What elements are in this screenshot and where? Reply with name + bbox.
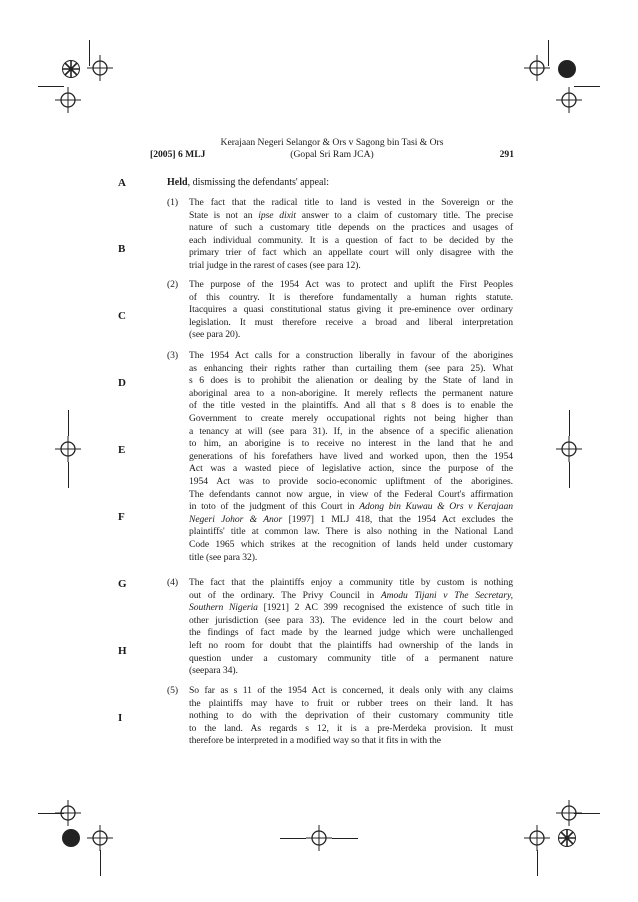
registration-mark-icon — [87, 825, 113, 851]
paragraph-line: to him, an aborigine is to receive no interest in the land that he and — [189, 438, 513, 450]
holding-paragraph — [167, 350, 513, 564]
paragraph-number: (5) — [167, 685, 179, 696]
margin-letter: G — [118, 578, 127, 590]
color-patch-icon — [558, 829, 576, 847]
paragraph-line: legislation. It must therefore receive a broad and liberal interpretation — [189, 316, 513, 328]
paragraph-line: left no room for doubt that the plaintiffs had ownership of the lands in — [189, 639, 513, 651]
paragraph-text — [189, 197, 513, 273]
margin-letter: I — [118, 712, 123, 724]
paragraph-text — [189, 279, 513, 342]
held-text: , dismissing the defendants' appeal: — [187, 177, 330, 188]
registration-mark-icon — [55, 87, 81, 113]
paragraph-line: Government to create merely occupational rights not being higher than — [189, 412, 513, 424]
paragraph-line: (seepara 34). — [189, 665, 238, 677]
page-number: 291 — [499, 149, 514, 160]
paragraph-line: each individual community. It is a question of fact to be decided by the — [189, 234, 513, 246]
paragraph-line: trial judge in the rarest of cases (see para 12). — [189, 259, 361, 271]
margin-letter: E — [118, 444, 126, 456]
paragraph-line: as enhancing their rights rather than curtailing them (see para 25). What — [189, 362, 513, 374]
registration-mark-icon — [524, 825, 550, 851]
paragraph-line: nature of such a customary title depends on the practices and usages of — [189, 222, 513, 234]
color-patch-icon — [62, 829, 80, 847]
paragraph-line: primary trier of fact which an appellate court will only disagree with the — [189, 247, 513, 259]
paragraph-text — [189, 350, 513, 564]
margin-letter: B — [118, 243, 126, 255]
paragraph-line: the plaintiffs may have to fruit or rubber trees on their land. It has — [189, 697, 513, 709]
paragraph-line: plaintiffs' title at common law. There is also nothing in the National Land — [189, 526, 513, 538]
paragraph-line: Negeri Johor & Anor [1997] 1 MLJ 418, that the 1954 Act excludes the — [189, 513, 513, 525]
paragraph-line: to the land. As regards s 12, it is a pre-Merdeka provision. It must — [189, 722, 513, 734]
registration-mark-icon — [556, 436, 582, 462]
crop-mark — [537, 850, 538, 876]
margin-letter: F — [118, 511, 125, 523]
paragraph-line: The fact that the plaintiffs enjoy a community title by custom is nothing — [189, 577, 513, 588]
margin-letter: H — [118, 645, 127, 657]
running-head-case-name: Kerajaan Negeri Selangor & Ors v Sagong bin Tasi & Ors — [220, 137, 444, 148]
margin-letter: D — [118, 377, 126, 389]
paragraph-line: other jurisdiction (see para 33). The evidence led in the court below and — [189, 614, 513, 626]
paragraph-number: (3) — [167, 350, 179, 361]
holding-paragraph — [167, 279, 513, 342]
paragraph-line: nothing to do with the deprivation of their customary community title — [189, 710, 513, 722]
paragraph-line: (see para 20). — [189, 329, 241, 341]
holding-paragraph — [167, 197, 513, 273]
holding-paragraph — [167, 685, 513, 748]
crop-mark — [68, 410, 69, 436]
crop-mark — [100, 850, 101, 876]
color-patch-icon — [558, 60, 576, 78]
paragraph-line: s 6 does is to prohibit the alienation or dealing by the State of land in — [189, 375, 513, 387]
paragraph-number: (1) — [167, 197, 179, 208]
citation: [2005] 6 MLJ — [150, 149, 206, 160]
paragraph-line: in toto of the judgment of this Court in Adong bin Kuwau & Ors v Kerajaan — [189, 501, 513, 513]
paragraph-text — [189, 577, 513, 678]
margin-letter: A — [118, 177, 126, 189]
paragraph-line: Southern Nigeria [1921] 2 AC 399 recognised the existence of such title in — [189, 602, 513, 614]
crop-mark — [332, 838, 358, 839]
registration-mark-icon — [524, 55, 550, 81]
registration-mark-icon — [55, 436, 81, 462]
crop-mark — [569, 410, 570, 436]
registration-mark-icon — [87, 55, 113, 81]
held-label: Held — [167, 177, 188, 188]
running-head-judge: (Gopal Sri Ram JCA) — [290, 149, 374, 160]
paragraph-line: therefore be interpreted in a modified way so that it fits in with the — [189, 735, 441, 747]
paragraph-line: Act was a wasted piece of legislative action, since the purpose of the — [189, 463, 513, 475]
margin-letter: C — [118, 310, 126, 322]
paragraph-line: question under a customary community title of a permanent nature — [189, 652, 513, 664]
paragraph-line: generations of his forefathers have lived and worked upon, then the 1954 — [189, 450, 513, 462]
paragraph-line: Code 1965 which strikes at the recognition of lands held under customary — [189, 538, 513, 550]
paragraph-line: 1954 Act was to provide socio-economic upliftment of the aborigines. — [189, 475, 513, 487]
paragraph-line: aboriginal area to a non-aborigine. It merely reflects the permanent nature — [189, 387, 513, 399]
paragraph-line: title (see para 32). — [189, 551, 258, 563]
paragraph-line: The 1954 Act calls for a construction liberally in favour of the aborigines — [189, 350, 513, 361]
paragraph-number: (2) — [167, 279, 179, 290]
paragraph-line: State is not an ipse dixit answer to a claim of customary title. The precise — [189, 209, 513, 221]
crop-mark — [280, 838, 306, 839]
held-heading — [167, 176, 329, 189]
color-patch-icon — [62, 60, 80, 78]
paragraph-line: The purpose of the 1954 Act was to protect and uplift the First Peoples — [189, 279, 513, 290]
crop-mark — [574, 813, 600, 814]
paragraph-line: the findings of fact made by the learned judge which were unchallenged — [189, 627, 513, 639]
paragraph-line: So far as s 11 of the 1954 Act is concerned, it deals only with any claims — [189, 685, 513, 696]
paragraph-number: (4) — [167, 577, 179, 588]
paragraph-text — [189, 685, 513, 748]
registration-mark-icon — [556, 87, 582, 113]
crop-mark — [569, 462, 570, 488]
paragraph-line: of this country. It is therefore fundamentally a human rights statute. — [189, 291, 513, 303]
registration-mark-icon — [306, 825, 332, 851]
paragraph-line: The fact that the radical title to land is vested in the Sovereign or the — [189, 197, 513, 208]
crop-mark — [38, 813, 64, 814]
holding-paragraph — [167, 577, 513, 678]
paragraph-line: The defendants cannot now argue, in view of the Federal Court's affirmation — [189, 488, 513, 500]
paragraph-line: of the title vested in the plaintiffs. And all that s 8 does is to enable the — [189, 400, 513, 412]
crop-mark — [68, 462, 69, 488]
paragraph-line: out of the ordinary. The Privy Council in Amodu Tijani v The Secretary, — [189, 589, 513, 601]
paragraph-line: a tenancy at will (see para 31). If, in the absence of a specific alienation — [189, 425, 513, 437]
paragraph-line: Itacquires a quasi constitutional status giving it pre-eminence over ordinary — [189, 304, 513, 316]
